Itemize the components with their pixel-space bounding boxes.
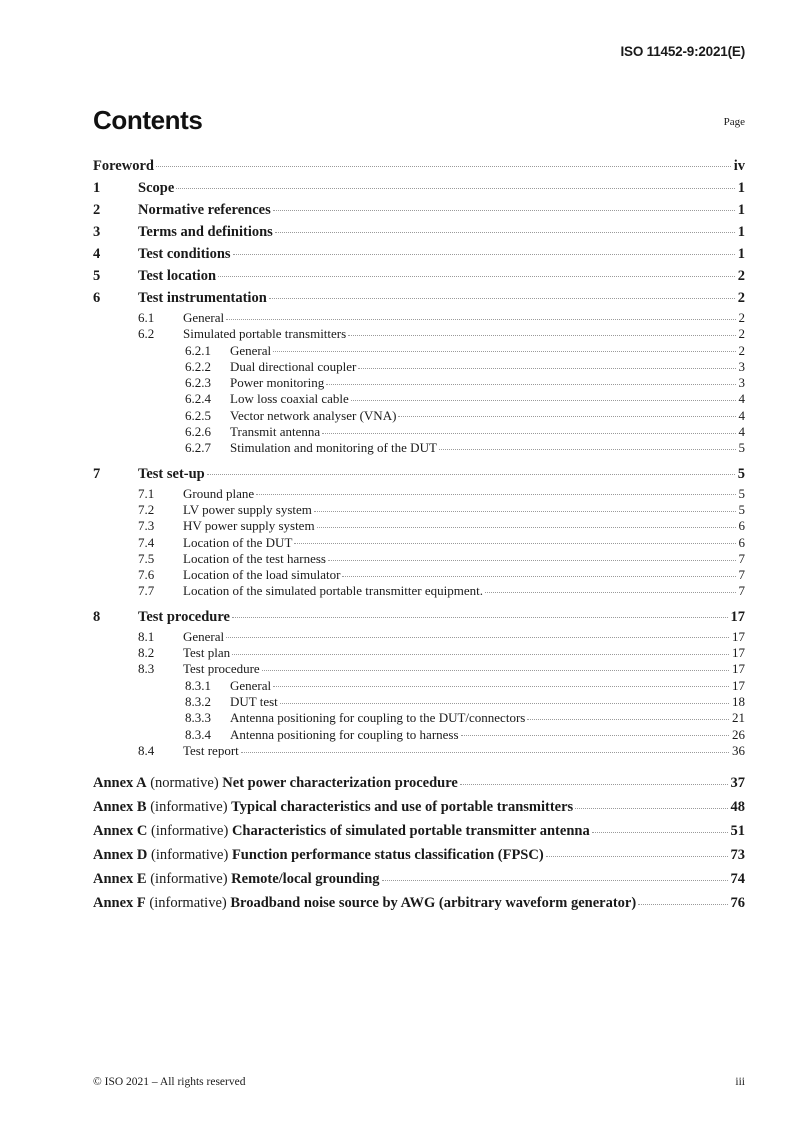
toc-entry-page-number: 4 (738, 391, 745, 407)
toc-entry-number: 6.2.6 (185, 424, 211, 440)
toc-leader-dots (226, 628, 729, 641)
toc-entry-label: Terms and definitions (138, 224, 273, 240)
toc-entry-label: Location of the load simulator (183, 567, 341, 583)
table-of-contents (93, 155, 745, 915)
toc-entry-6-2-7[interactable] (93, 439, 745, 455)
toc-entry-page-number: 4 (738, 424, 745, 440)
toc-entry-label: Location of the DUT (183, 534, 293, 550)
toc-entry-number: 6.2.3 (185, 375, 211, 391)
toc-leader-dots (314, 501, 736, 514)
toc-leader-dots (269, 288, 735, 303)
toc-leader-dots (218, 266, 735, 281)
toc-entry-number: 6.2.2 (185, 358, 211, 374)
toc-leader-dots (348, 325, 735, 338)
toc-entry-page-number: 36 (732, 742, 745, 758)
toc-entry-label: Test procedure (138, 608, 230, 625)
toc-entry-label: Ground plane (183, 485, 255, 501)
toc-entry-page-number: 1 (737, 224, 745, 240)
toc-entry-label: Test procedure (183, 661, 260, 677)
page-column-label: Page (723, 116, 745, 128)
toc-entry-7-3[interactable] (93, 517, 745, 533)
toc-entry-page-number: iv (733, 158, 745, 174)
toc-leader-dots (351, 390, 736, 403)
toc-leader-dots (328, 550, 736, 563)
toc-entry-1[interactable] (93, 177, 745, 199)
toc-entry-page-number: 17 (732, 645, 745, 661)
toc-leader-dots (275, 222, 735, 237)
toc-entry-8-1[interactable] (93, 628, 745, 644)
annex-title: Typical characteristics and use of portable transmitters (231, 799, 574, 816)
toc-leader-dots (398, 407, 735, 420)
toc-entry-label: General (183, 628, 225, 644)
toc-entry-number: 6.2 (138, 326, 155, 342)
toc-entry-number: 6.1 (138, 310, 155, 325)
toc-entry-page-number: 2 (737, 290, 745, 306)
toc-entry-number: 5 (93, 268, 101, 284)
toc-entry-number: 8 (93, 608, 101, 625)
toc-entry-label: General (230, 342, 272, 358)
toc-entry-4[interactable] (93, 243, 745, 265)
toc-entry-6-2[interactable] (93, 325, 745, 341)
toc-leader-dots (546, 845, 728, 860)
toc-entry-label: Normative references (138, 202, 271, 218)
toc-entry-7[interactable] (93, 463, 745, 485)
annex-kind: (informative) (150, 799, 228, 816)
annex-name: Annex F (93, 895, 146, 912)
toc-entry-page-number: 51 (730, 823, 745, 840)
annex-kind: (informative) (151, 823, 229, 840)
toc-entry-7-4[interactable] (93, 534, 745, 550)
toc-entry-number: 6 (93, 290, 101, 306)
toc-entry-page-number: 3 (738, 375, 745, 391)
toc-entry-page-number: 76 (730, 895, 745, 912)
annex-name: Annex D (93, 847, 148, 864)
toc-entry-page-number: 73 (730, 847, 745, 864)
toc-entry-8-3-1[interactable] (93, 677, 745, 693)
toc-leader-dots (232, 606, 728, 621)
toc-entry-6-1[interactable] (93, 309, 745, 325)
toc-entry-label: DUT test (230, 693, 278, 709)
toc-entry-number: 7.5 (138, 550, 155, 566)
annex-kind: (informative) (149, 895, 227, 912)
toc-entry-label: Scope (138, 180, 175, 196)
toc-entry-foreword[interactable] (93, 155, 745, 177)
toc-entry-page-number: 17 (732, 677, 745, 693)
toc-entry-number: 8.3.4 (185, 726, 211, 742)
toc-entry-page-number: 17 (732, 628, 745, 644)
annex-title: Remote/local grounding (231, 871, 380, 888)
toc-leader-dots (527, 709, 729, 722)
toc-entry-page-number: 2 (738, 342, 745, 358)
toc-entry-5[interactable] (93, 265, 745, 287)
toc-entry-8-3-2[interactable] (93, 693, 745, 709)
page-folio: iii (735, 1076, 745, 1088)
toc-entry-number: 4 (93, 246, 101, 262)
toc-entry-6-2-5[interactable] (93, 407, 745, 423)
toc-entry-label: Test report (183, 742, 239, 758)
toc-leader-dots (485, 582, 736, 595)
toc-leader-dots (461, 726, 729, 739)
toc-entry-page-number: 26 (732, 726, 745, 742)
toc-entry-label: LV power supply system (183, 501, 312, 517)
toc-entry-page-number: 1 (737, 180, 745, 196)
page-title: Contents (93, 105, 203, 135)
annex-name: Annex B (93, 799, 147, 816)
toc-leader-dots (156, 156, 731, 171)
toc-entry-page-number: 17 (730, 608, 745, 625)
toc-entry-6-2-1[interactable] (93, 342, 745, 358)
toc-entry-7-2[interactable] (93, 501, 745, 517)
toc-entry-page-number: 7 (738, 583, 745, 599)
toc-entry-page-number: 7 (738, 567, 745, 583)
toc-entry-8-3[interactable] (93, 660, 745, 676)
toc-leader-dots (638, 893, 727, 908)
toc-entry-6-2-3[interactable] (93, 374, 745, 390)
toc-entry-label: Test instrumentation (138, 290, 267, 306)
toc-entry-label: Power monitoring (230, 375, 325, 391)
toc-entry-page-number: 7 (738, 550, 745, 566)
toc-entry-page-number: 4 (738, 407, 745, 423)
toc-leader-dots (256, 485, 735, 498)
toc-leader-dots (176, 178, 735, 193)
toc-entry-page-number: 48 (730, 799, 745, 816)
toc-annex-annex-d[interactable] (93, 843, 745, 867)
toc-entry-number: 7.1 (138, 485, 155, 501)
toc-entry-label: Simulated portable transmitters (183, 326, 347, 342)
toc-front-matter-list (93, 155, 745, 177)
annex-title: Broadband noise source by AWG (arbitrary waveform generator) (230, 895, 637, 912)
toc-entry-page-number: 1 (737, 246, 745, 262)
toc-leader-dots (358, 358, 735, 371)
toc-entry-page-number: 17 (732, 661, 745, 677)
toc-leader-dots (233, 244, 735, 259)
toc-entry-7-7[interactable] (93, 582, 745, 598)
toc-entry-page-number: 37 (730, 775, 745, 792)
toc-entry-number: 6.2.1 (185, 342, 211, 358)
toc-leader-dots (460, 773, 728, 788)
contents-title-row (93, 105, 745, 136)
toc-entry-list (93, 177, 745, 758)
toc-entry-label: Location of the test harness (183, 550, 326, 566)
toc-entry-number: 8.3 (138, 661, 155, 677)
toc-entry-8-3-4[interactable] (93, 726, 745, 742)
toc-leader-dots (207, 463, 735, 478)
toc-entry-8-4[interactable] (93, 742, 745, 758)
annex-kind: (informative) (151, 847, 229, 864)
toc-leader-dots (326, 374, 735, 387)
toc-entry-8-3-3[interactable] (93, 709, 745, 725)
toc-entry-7-6[interactable] (93, 566, 745, 582)
toc-leader-dots (575, 797, 727, 812)
toc-entry-number: 8.2 (138, 645, 155, 661)
toc-leader-dots (322, 423, 735, 436)
toc-entry-number: 3 (93, 224, 101, 240)
toc-entry-number: 1 (93, 180, 101, 196)
toc-entry-page-number: 21 (732, 710, 745, 726)
toc-entry-number: 7.6 (138, 567, 155, 583)
toc-entry-number: 8.3.2 (185, 693, 211, 709)
toc-entry-label: Transmit antenna (230, 424, 321, 440)
page-footer (93, 1076, 745, 1088)
toc-entry-page-number: 5 (737, 465, 745, 482)
toc-entry-8-2[interactable] (93, 644, 745, 660)
toc-entry-number: 7.7 (138, 583, 155, 599)
toc-leader-dots (317, 517, 736, 530)
toc-leader-dots (262, 660, 729, 673)
toc-entry-page-number: 2 (738, 326, 745, 342)
toc-entry-label: Dual directional coupler (230, 358, 357, 374)
toc-annex-annex-f[interactable] (93, 891, 745, 915)
toc-entry-number: 8.3.1 (185, 677, 211, 693)
toc-entry-page-number: 3 (738, 358, 745, 374)
toc-entry-number: 6.2.7 (185, 440, 211, 456)
toc-annex-annex-c[interactable] (93, 819, 745, 843)
annex-title: Function performance status classification (FPSC) (231, 847, 544, 864)
toc-leader-dots (273, 200, 735, 215)
annex-name: Annex C (93, 823, 148, 840)
copyright-notice: © ISO 2021 – All rights reserved (93, 1076, 246, 1088)
toc-leader-dots (342, 566, 735, 579)
toc-entry-label: Low loss coaxial cable (230, 391, 349, 407)
toc-entry-number: 7.4 (138, 534, 155, 550)
toc-entry-2[interactable] (93, 199, 745, 221)
toc-entry-label: Location of the simulated portable transmitter equipment. (183, 583, 483, 599)
toc-entry-label: Test conditions (138, 246, 231, 262)
toc-entry-label: Foreword (93, 158, 154, 174)
toc-entry-number: 2 (93, 202, 101, 218)
toc-entry-number: 7.2 (138, 501, 155, 517)
annex-name: Annex E (93, 871, 147, 888)
toc-entry-label: General (230, 677, 272, 693)
toc-entry-7-5[interactable] (93, 550, 745, 566)
toc-entry-label: Antenna positioning for coupling to harness (230, 726, 459, 742)
toc-entry-7-1[interactable] (93, 485, 745, 501)
toc-entry-page-number: 5 (738, 440, 745, 456)
toc-entry-page-number: 18 (732, 693, 745, 709)
toc-entry-label: General (183, 310, 225, 325)
annex-kind: (informative) (150, 871, 228, 888)
toc-entry-page-number: 1 (737, 202, 745, 218)
toc-leader-dots (273, 677, 729, 690)
toc-entry-number: 6.2.4 (185, 391, 211, 407)
toc-entry-number: 8.3.3 (185, 710, 211, 726)
toc-entry-label: Vector network analyser (VNA) (230, 407, 397, 423)
toc-entry-number: 7.3 (138, 518, 155, 534)
toc-entry-6[interactable] (93, 287, 745, 309)
running-header-document-id: ISO 11452-9:2021(E) (620, 44, 745, 59)
annex-title: Characteristics of simulated portable transmitter antenna (231, 823, 590, 840)
toc-entry-number: 8.4 (138, 742, 155, 758)
toc-entry-label: Antenna positioning for coupling to the DUT/connectors (230, 710, 526, 726)
toc-entry-page-number: 6 (738, 534, 745, 550)
toc-entry-page-number: 74 (730, 871, 745, 888)
toc-entry-6-2-6[interactable] (93, 423, 745, 439)
toc-leader-dots (241, 742, 729, 755)
toc-leader-dots (232, 644, 729, 657)
toc-entry-label: Stimulation and monitoring of the DUT (230, 440, 437, 456)
toc-entry-label: Test location (138, 268, 217, 284)
toc-leader-dots (294, 534, 735, 547)
toc-entry-label: Test set-up (138, 465, 205, 482)
toc-annex-list (93, 771, 745, 915)
annex-name: Annex A (93, 775, 147, 792)
toc-entry-label: Test plan (183, 645, 231, 661)
toc-annex-annex-e[interactable] (93, 867, 745, 891)
toc-leader-dots (439, 439, 736, 452)
toc-entry-number: 8.1 (138, 628, 155, 644)
toc-entry-3[interactable] (93, 221, 745, 243)
toc-entry-number: 6.2.5 (185, 407, 211, 423)
annex-kind: (normative) (150, 775, 219, 792)
toc-leader-dots (273, 342, 735, 355)
toc-entry-6-2-2[interactable] (93, 358, 745, 374)
toc-entry-page-number: 5 (738, 501, 745, 517)
toc-annex-annex-b[interactable] (93, 795, 745, 819)
toc-annex-annex-a[interactable] (93, 771, 745, 795)
toc-entry-number: 7 (93, 465, 101, 482)
toc-entry-6-2-4[interactable] (93, 390, 745, 406)
toc-entry-8[interactable] (93, 606, 745, 628)
toc-leader-dots (226, 309, 735, 322)
toc-leader-dots (592, 821, 728, 836)
toc-entry-page-number: 2 (737, 268, 745, 284)
toc-entry-page-number: 6 (738, 518, 745, 534)
toc-entry-label: HV power supply system (183, 518, 315, 534)
toc-entry-page-number: 2 (738, 310, 745, 325)
toc-leader-dots (382, 869, 728, 884)
toc-entry-page-number: 5 (738, 485, 745, 501)
annex-title: Net power characterization procedure (222, 775, 458, 792)
toc-leader-dots (280, 693, 729, 706)
